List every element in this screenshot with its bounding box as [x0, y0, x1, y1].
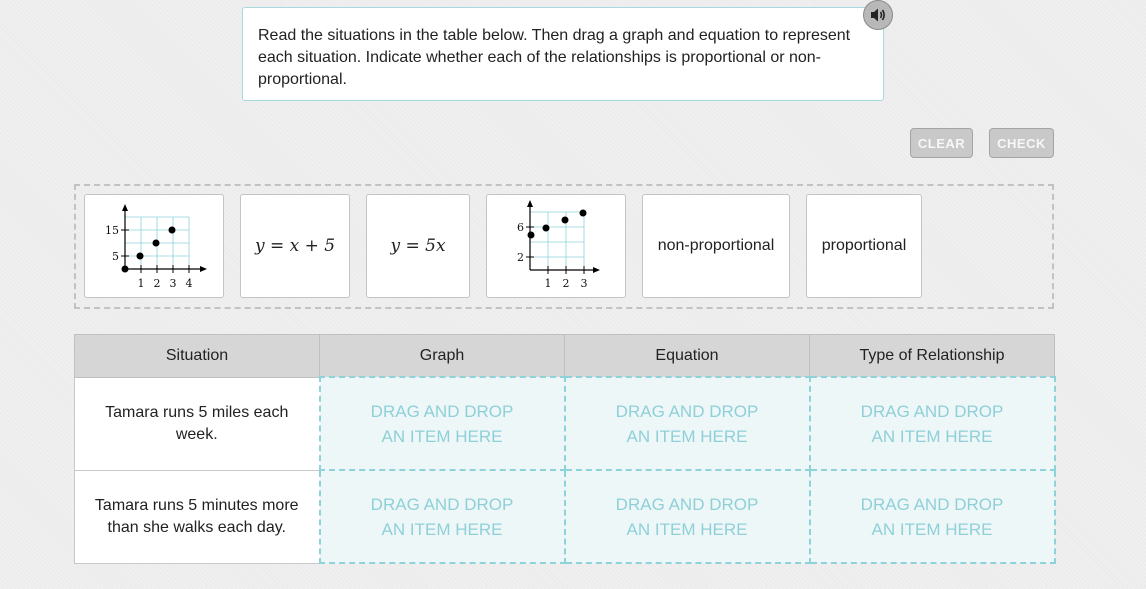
drop-hint: AN ITEM HERE [626, 519, 748, 539]
drop-hint: DRAG AND DROP [615, 494, 759, 514]
tile-proportional[interactable] [806, 194, 922, 298]
x-tick-1: 1 [137, 277, 145, 290]
table-header-row [75, 335, 1055, 378]
y-tick-2: 2 [517, 251, 524, 264]
check-button[interactable]: CHECK [989, 128, 1054, 158]
drop-hint: DRAG AND DROP [370, 494, 514, 514]
situations-table [74, 334, 1056, 564]
drop-hint: AN ITEM HERE [871, 426, 993, 446]
drop-zone-type[interactable] [810, 377, 1055, 470]
drop-zone-graph[interactable] [320, 470, 565, 563]
y-tick-6: 6 [517, 221, 524, 234]
drop-zone-equation[interactable] [565, 470, 810, 563]
header-graph: Graph [320, 335, 565, 378]
data-point [122, 266, 129, 273]
data-point [562, 217, 569, 224]
instructions-text: Read the situations in the table below. Then drag a graph and equation to represent each situation. Indicate whether each of the relationships is proportional or non-proportional. [258, 27, 851, 88]
x-tick-3: 3 [580, 277, 588, 290]
graph-nonproportional-image [487, 195, 625, 297]
tile-label: non-proportional [657, 237, 775, 254]
clear-button[interactable]: CLEAR [910, 128, 973, 158]
equation-text: y = x + 5 [254, 236, 336, 256]
x-tick-2: 2 [153, 277, 161, 290]
drop-hint: AN ITEM HERE [871, 519, 993, 539]
drop-zone-type[interactable] [810, 470, 1055, 563]
tile-equation-5x[interactable] [366, 194, 470, 298]
data-point [580, 210, 587, 217]
drop-hint: DRAG AND DROP [860, 401, 1004, 421]
drop-zone-equation[interactable] [565, 377, 810, 470]
drop-hint: AN ITEM HERE [381, 519, 503, 539]
x-tick-2: 2 [562, 277, 570, 290]
tile-equation-x-plus-5[interactable] [240, 194, 350, 298]
situation-cell: Tamara runs 5 minutes more than she walks each day. [75, 470, 320, 563]
drop-zone-graph[interactable] [320, 377, 565, 470]
tile-graph-proportional[interactable] [84, 194, 224, 298]
tile-graph-nonproportional[interactable] [486, 194, 626, 298]
data-point [153, 240, 160, 247]
data-point [528, 232, 535, 239]
y-tick-15: 15 [105, 224, 119, 237]
header-equation: Equation [565, 335, 810, 378]
tile-non-proportional[interactable] [642, 194, 790, 298]
drop-hint: AN ITEM HERE [381, 426, 503, 446]
speaker-icon [869, 7, 887, 23]
drop-hint: DRAG AND DROP [615, 401, 759, 421]
tile-label: proportional [821, 237, 907, 254]
table-row [75, 470, 1055, 563]
x-tick-4: 4 [185, 277, 193, 290]
graph-proportional-image [85, 195, 223, 297]
audio-button[interactable] [863, 0, 893, 30]
x-tick-1: 1 [544, 277, 552, 290]
situation-cell: Tamara runs 5 miles each week. [75, 377, 320, 470]
data-point [137, 253, 144, 260]
drop-hint: AN ITEM HERE [626, 426, 748, 446]
x-tick-3: 3 [169, 277, 177, 290]
data-point [543, 225, 550, 232]
equation-text: y = 5x [390, 236, 446, 256]
table-row [75, 377, 1055, 470]
header-type: Type of Relationship [810, 335, 1055, 378]
header-situation: Situation [75, 335, 320, 378]
data-point [169, 227, 176, 234]
instructions-box [242, 7, 884, 101]
drop-hint: DRAG AND DROP [370, 401, 514, 421]
drop-hint: DRAG AND DROP [860, 494, 1004, 514]
y-tick-5: 5 [112, 250, 119, 263]
